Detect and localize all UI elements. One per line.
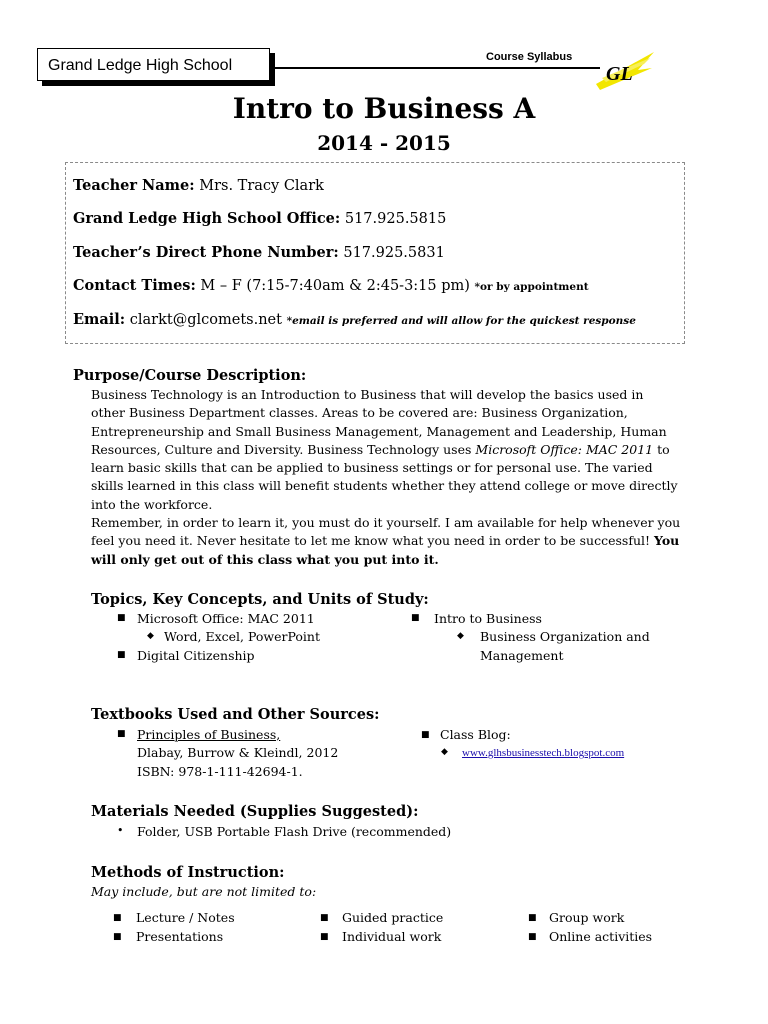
office-phone-value: 517.925.5815 bbox=[344, 211, 447, 227]
contact-times-value: M – F (7:15-7:40am & 2:45-3:15 pm) bbox=[200, 278, 470, 294]
contact-times-label: Contact Times: bbox=[73, 277, 196, 294]
office-phone-row bbox=[73, 210, 446, 227]
teacher-name-label: Teacher Name: bbox=[73, 177, 195, 194]
gl-logo-icon bbox=[592, 50, 656, 92]
bullet-icon: ■ bbox=[320, 913, 329, 923]
direct-phone-row bbox=[73, 244, 445, 261]
class-blog-label: Class Blog: bbox=[440, 727, 511, 742]
purpose-description bbox=[91, 386, 681, 569]
diamond-bullet-icon: ◆ bbox=[147, 631, 154, 641]
materials-item-1: Folder, USB Portable Flash Drive (recommended) bbox=[137, 824, 452, 839]
header-rule bbox=[270, 67, 600, 69]
purpose-heading: Purpose/Course Description: bbox=[73, 367, 307, 384]
contact-times-row bbox=[73, 277, 589, 294]
bullet-icon: ■ bbox=[421, 730, 430, 740]
topic-word-excel-ppt: Word, Excel, PowerPoint bbox=[164, 629, 320, 644]
email-label: Email: bbox=[73, 311, 126, 328]
office-phone-label: Grand Ledge High School Office: bbox=[73, 210, 341, 227]
method-individual-work: Individual work bbox=[342, 929, 442, 944]
topic-intro-business: Intro to Business bbox=[434, 611, 542, 626]
topic-digital-citizenship: Digital Citizenship bbox=[137, 648, 255, 663]
logo-text: GL bbox=[606, 63, 633, 85]
teacher-name-row bbox=[73, 177, 324, 194]
bullet-icon: ■ bbox=[117, 650, 126, 660]
method-online-activities: Online activities bbox=[549, 929, 653, 944]
method-group-work: Group work bbox=[549, 910, 625, 925]
methods-subheading: May include, but are not limited to: bbox=[91, 884, 317, 899]
bullet-icon: ■ bbox=[113, 913, 122, 923]
materials-heading: Materials Needed (Supplies Suggested): bbox=[91, 803, 419, 820]
doc-type-label: Course Syllabus bbox=[486, 51, 573, 63]
contact-times-note: *or by appointment bbox=[474, 281, 589, 293]
school-name: Grand Ledge High School bbox=[48, 57, 233, 74]
direct-phone-value: 517.925.5831 bbox=[343, 245, 445, 261]
bullet-icon: ■ bbox=[528, 932, 537, 942]
bullet-icon: ■ bbox=[117, 729, 126, 739]
topic-business-org-line1: Business Organization and bbox=[480, 629, 650, 644]
school-name-box bbox=[37, 48, 270, 81]
purpose-paragraph-1: Business Technology is an Introduction to Business that will develop the basics used in other Business Department classes. Areas to be covered are: Business Organization, Entrepreneurship and Small Business Management, Management and Leadership, Human Resources, Culture and Diversity. Business Technology uses Microsoft Office: MAC 2011 to learn basic skills that can be applied to business settings or for personal use. The varied skills learned in this class will benefit students whether they attend college or move directly into the workforce. bbox=[91, 387, 678, 512]
purpose-paragraph-2: Remember, in order to learn it, you must do it yourself. I am available for help whenever you feel you need it. Never hesitate to let me know what you need in order to be successful! You will only get out of this class what you put into it. bbox=[91, 515, 681, 567]
textbook-authors: Dlabay, Burrow & Kleindl, 2012 bbox=[137, 745, 339, 760]
email-note: *email is preferred and will allow for the quickest response bbox=[286, 315, 636, 327]
bullet-icon: ■ bbox=[528, 913, 537, 923]
topics-heading: Topics, Key Concepts, and Units of Study: bbox=[91, 591, 429, 608]
method-presentations: Presentations bbox=[136, 929, 224, 944]
textbooks-heading: Textbooks Used and Other Sources: bbox=[91, 706, 380, 723]
bullet-icon: ■ bbox=[320, 932, 329, 942]
bullet-icon: ■ bbox=[117, 613, 126, 623]
methods-heading: Methods of Instruction: bbox=[91, 864, 285, 881]
textbook-isbn: ISBN: 978-1-111-42694-1. bbox=[137, 764, 303, 779]
email-value[interactable]: clarkt@glcomets.net bbox=[129, 312, 282, 328]
bullet-dot-icon: • bbox=[117, 824, 124, 837]
class-blog-link-wrap bbox=[462, 744, 624, 759]
topic-ms-office: Microsoft Office: MAC 2011 bbox=[137, 611, 315, 626]
school-year: 2014 - 2015 bbox=[317, 131, 451, 155]
bullet-icon: ■ bbox=[113, 932, 122, 942]
topic-business-org-line2: Management bbox=[480, 648, 564, 663]
page-title: Intro to Business A bbox=[232, 92, 536, 125]
teacher-name-value: Mrs. Tracy Clark bbox=[199, 178, 324, 194]
method-lecture-notes: Lecture / Notes bbox=[136, 910, 235, 925]
method-guided-practice: Guided practice bbox=[342, 910, 444, 925]
email-row bbox=[73, 311, 636, 328]
class-blog-link[interactable]: www.glhsbusinesstech.blogspot.com bbox=[462, 747, 625, 759]
bullet-icon: ■ bbox=[411, 613, 420, 623]
diamond-bullet-icon: ◆ bbox=[457, 631, 464, 641]
direct-phone-label: Teacher’s Direct Phone Number: bbox=[73, 244, 339, 261]
textbook-title: Principles of Business, bbox=[137, 727, 281, 742]
diamond-bullet-icon: ◆ bbox=[441, 747, 448, 757]
